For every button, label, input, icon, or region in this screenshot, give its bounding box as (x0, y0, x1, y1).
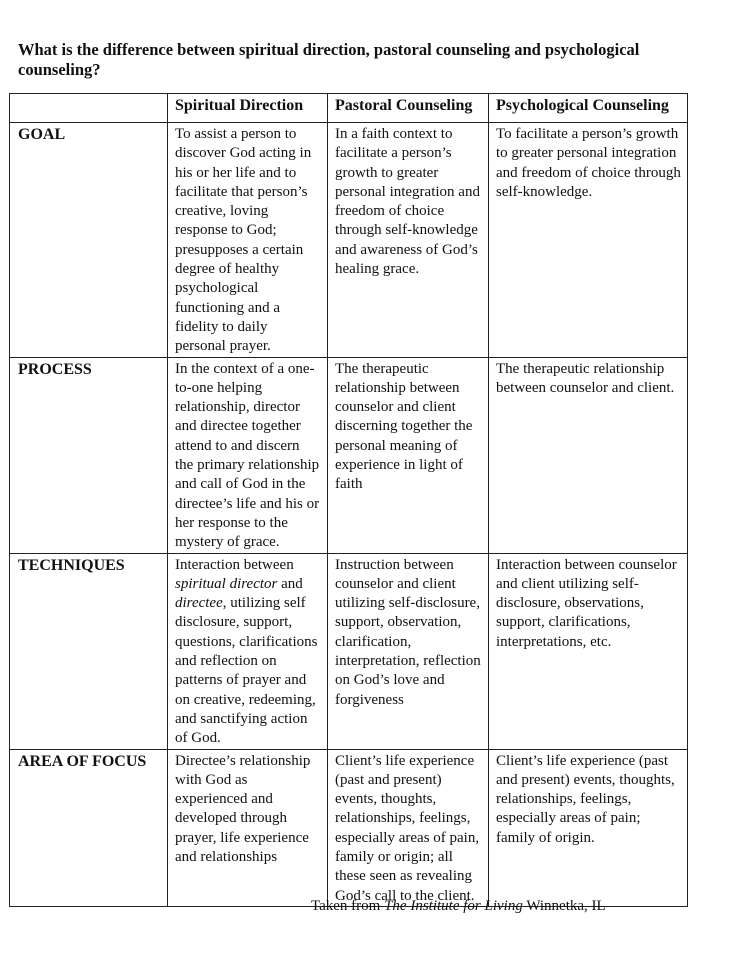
source-citation (311, 898, 606, 915)
goal-psychological-counseling: To facilitate a person’s growth to greater personal integration and freedom of choice through self-knowledge. (489, 123, 688, 358)
table-row-area-of-focus (10, 749, 688, 906)
row-label-process: PROCESS (10, 357, 168, 553)
source-suffix: Winnetka, IL (522, 898, 606, 914)
focus-pastoral-counseling: Client’s life experience (past and present) events, thoughts, relationships, feelings, especially areas of pain, family or origin; all these seen as revealing God’s call to the client. (328, 749, 489, 906)
techniques-text-pre: Interaction between (175, 556, 294, 573)
header-pastoral-counseling: Pastoral Counseling (328, 94, 489, 123)
process-spiritual-direction: In the context of a one-to-one helping relationship, director and directee together attend to and discern the primary relationship and call of God in the directee’s life and his or her response to the mystery of grace. (168, 357, 328, 553)
focus-psychological-counseling: Client’s life experience (past and present) events, thoughts, relationships, feelings, especially areas of pain; family of origin. (489, 749, 688, 906)
techniques-text-mid: and (277, 575, 303, 592)
techniques-pastoral-counseling: Instruction between counselor and client utilizing self-disclosure, support, observation, clarification, interpretation, reflection on God’s love and forgiveness (328, 553, 489, 749)
row-label-area-of-focus: AREA OF FOCUS (10, 749, 168, 906)
table-header-row (10, 94, 688, 123)
techniques-text-post: , utilizing self disclosure, support, questions, clarifications and reflection on patterns of prayer and on creative, redeeming, and sanctifying action of God. (175, 595, 318, 747)
source-institution: The Institute for Living (384, 898, 523, 914)
table-row-process (10, 357, 688, 553)
goal-pastoral-counseling: In a faith context to facilitate a person’s growth to greater personal integration and freedom of choice through self-knowledge and awareness of God’s healing grace. (328, 123, 489, 358)
source-prefix: Taken from (311, 898, 385, 914)
table-row-techniques (10, 553, 688, 749)
page-title: What is the difference between spiritual direction, pastoral counseling and psychological counseling? (18, 40, 640, 79)
header-blank (10, 94, 168, 123)
header-spiritual-direction: Spiritual Direction (168, 94, 328, 123)
focus-spiritual-direction: Directee’s relationship with God as experienced and developed through prayer, life experience and relationships (168, 749, 328, 906)
header-psychological-counseling: Psychological Counseling (489, 94, 688, 123)
techniques-psychological-counseling: Interaction between counselor and client utilizing self-disclosure, observations, support, clarifications, interpretations, etc. (489, 553, 688, 749)
techniques-spiritual-direction (168, 553, 328, 749)
techniques-emphasis-directee: directee (175, 595, 223, 612)
process-psychological-counseling: The therapeutic relationship between counselor and client. (489, 357, 688, 553)
row-label-techniques: TECHNIQUES (10, 553, 168, 749)
techniques-emphasis-director: spiritual director (175, 575, 278, 592)
comparison-table (9, 93, 688, 907)
goal-spiritual-direction: To assist a person to discover God acting in his or her life and to facilitate that person’s creative, loving response to God; presupposes a certain degree of healthy psychological functioning and a fidelity to daily personal prayer. (168, 123, 328, 358)
row-label-goal: GOAL (10, 123, 168, 358)
process-pastoral-counseling: The therapeutic relationship between counselor and client discerning together the personal meaning of experience in light of faith (328, 357, 489, 553)
table-row-goal (10, 123, 688, 358)
